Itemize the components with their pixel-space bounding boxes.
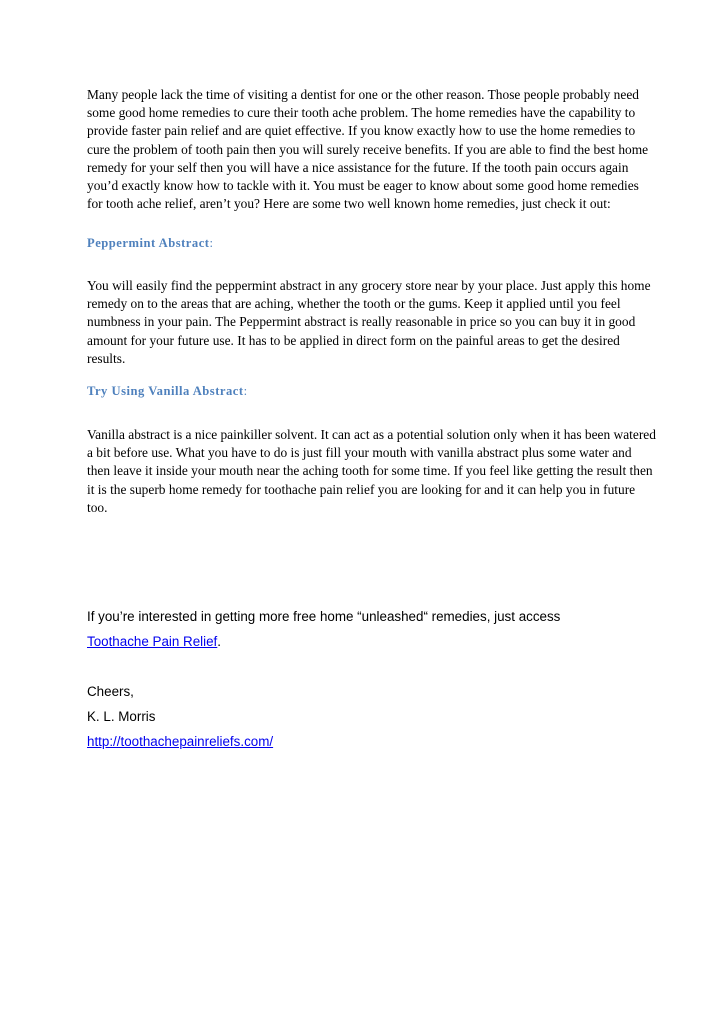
intro-paragraph: Many people lack the time of visiting a dentist for one or the other reason. Those people probably need some good home remedies to cure their tooth ache problem. The home remedies have the capability to provide faster pain relief and are quiet effective. If you know exactly how to use the home remedies to cure the problem of tooth pain then you will surely receive benefits. If you are able to find the best home remedy for your self then you will have a nice assistance for the future. If the tooth pain occurs again you’d exactly know how to tackle with it. You must be eager to know about some good home remedies for tooth ache relief, aren’t you? Here are some two well known home remedies, just check it out: [87,87,649,212]
greeting: Cheers, [87,684,134,699]
author-name: K. L. Morris [87,709,156,724]
section-heading-peppermint-colon: : [209,236,214,250]
vanilla-paragraph: Vanilla abstract is a nice painkiller solvent. It can act as a potential solution only when it has been watered a bit before use. What you have to do is just fill your mouth with vanilla abstract plus some water and then leave it inside your mouth near the aching tooth for some time. If you feel like getting the result then it is the superb home remedy for toothache pain relief you are looking for and it can help you in future too. [87,427,656,515]
toothache-pain-relief-link[interactable]: Toothache Pain Relief [87,634,218,649]
site-url-link[interactable]: http://toothachepainreliefs.com/ [87,734,274,749]
section-heading-vanilla-text: Try Using Vanilla Abstract [87,384,244,398]
site-url-line [87,733,273,750]
section-heading-peppermint [87,236,213,251]
interest-line: If you’re interested in getting more free home “unleashed“ remedies, just access [87,609,561,624]
relief-link-line [87,633,221,650]
peppermint-paragraph: You will easily find the peppermint abstract in any grocery store near by your place. Just apply this home remedy on to the areas that are aching, whether the tooth or the gums. Keep it applied until you feel numbness in your pain. The Peppermint abstract is really reasonable in price so you can buy it in good amount for your future use. It has to be applied in direct form on the painful areas to get the desired results. [87,278,651,366]
section-heading-vanilla-colon: : [243,384,248,398]
section-heading-peppermint-text: Peppermint Abstract [87,236,210,250]
section-heading-vanilla [87,384,248,399]
relief-link-period: . [217,634,222,649]
